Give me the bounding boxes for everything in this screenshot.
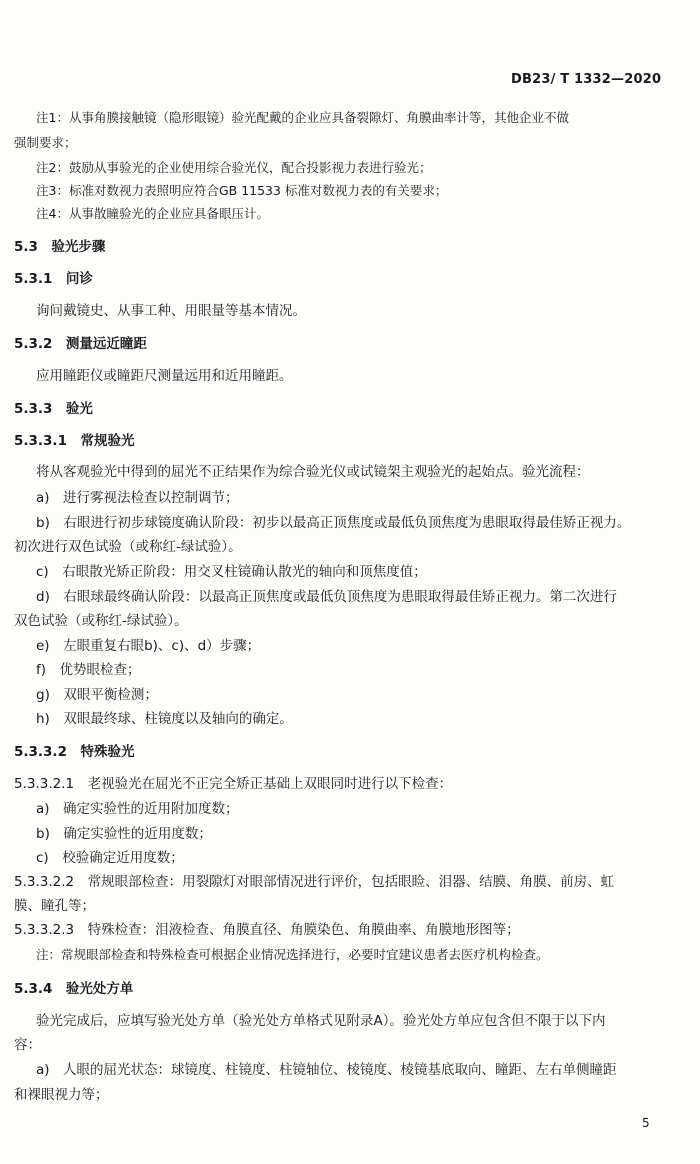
section-5-3-3-2-2-line-2: 膜、瞳孔等；	[14, 898, 95, 914]
list-item-a: a) 进行雾视法检查以控制调节；	[36, 490, 239, 506]
list-item-c: c) 右眼散光矫正阶段：用交叉柱镜确认散光的轴向和顶焦度值；	[36, 564, 427, 580]
section-5-3-2-title: 5.3.2 测量远近瞳距	[14, 336, 147, 352]
presbyopia-item-a: a) 确定实验性的近用附加度数；	[36, 801, 239, 817]
list-item-h: h) 双眼最终球、柱镜度以及轴向的确定。	[36, 711, 293, 727]
section-5-3-3-title: 5.3.3 验光	[14, 401, 93, 417]
prescription-item-a-line-1: a) 人眼的屈光状态：球镜度、柱镜度、柱镜轴位、棱镜度、棱镜基底取向、瞳距、左右单侧瞳距	[36, 1062, 617, 1078]
list-item-b-line-2: 初次进行双色试验（或称红-绿试验）。	[14, 539, 242, 555]
list-item-g: g) 双眼平衡检测；	[36, 687, 158, 703]
list-item-d-line-1: d) 右眼球最终确认阶段：以最高正顶焦度或最低负顶焦度为患眼取得最佳矫正视力。第二次进行	[36, 589, 617, 605]
doc-code-header: DB23/ T 1332—2020	[511, 72, 662, 87]
note-1-line-2: 强制要求；	[14, 135, 77, 150]
note-3: 注3：标准对数视力表照明应符合GB 11533 标准对数视力表的有关要求；	[36, 183, 448, 198]
section-5-3-3-2-2-line-1: 5.3.3.2.2 常规眼部检查：用裂隙灯对眼部情况进行评价，包括眼睑、泪器、结膜、角膜、前房、虹	[14, 874, 615, 890]
section-5-3-1-title: 5.3.1 问诊	[14, 271, 93, 287]
section-5-3-3-1-intro: 将从客观验光中得到的屈光不正结果作为综合验光仪或试镜架主观验光的起始点。验光流程：	[36, 464, 590, 480]
list-item-d-line-2: 双色试验（或称红-绿试验）。	[14, 613, 188, 629]
list-item-e: e) 左眼重复右眼b)、c)、d）步骤；	[36, 638, 261, 654]
note-2: 注2：鼓励从事验光的企业使用综合验光仪，配合投影视力表进行验光；	[36, 160, 432, 175]
section-5-3-3-1-title: 5.3.3.1 常规验光	[14, 433, 135, 449]
presbyopia-item-c: c) 校验确定近用度数；	[36, 850, 184, 866]
section-5-3-3-2-note: 注：常规眼部检查和特殊检查可根据企业情况选择进行，必要时宜建议患者去医疗机构检查。	[36, 947, 549, 962]
section-5-3-1-body: 询问戴镜史、从事工种、用眼量等基本情况。	[36, 303, 306, 319]
note-4: 注4：从事散瞳验光的企业应具备眼压计。	[36, 206, 269, 221]
section-5-3-3-2-title: 5.3.3.2 特殊验光	[14, 744, 135, 760]
section-5-3-4-body-line-2: 容：	[14, 1037, 41, 1053]
note-1-line-1: 注1：从事角膜接触镜（隐形眼镜）验光配戴的企业应具备裂隙灯、角膜曲率计等，其他企业不做	[36, 110, 569, 125]
section-5-3-title: 5.3 验光步骤	[14, 239, 106, 255]
presbyopia-item-b: b) 确定实验性的近用度数；	[36, 826, 212, 842]
section-5-3-4-title: 5.3.4 验光处方单	[14, 981, 134, 997]
section-5-3-3-2-3: 5.3.3.2.3 特殊检查：泪液检查、角膜直径、角膜染色、角膜曲率、角膜地形图等；	[14, 922, 520, 938]
page-number: 5	[642, 1116, 650, 1130]
prescription-item-a-line-2: 和裸眼视力等；	[14, 1087, 109, 1103]
list-item-f: f) 优势眼检查；	[36, 662, 141, 678]
list-item-b-line-1: b) 右眼进行初步球镜度确认阶段：初步以最高正顶焦度或最低负顶焦度为患眼取得最佳矫正视力。	[36, 515, 631, 531]
section-5-3-2-body: 应用瞳距仪或瞳距尺测量远用和近用瞳距。	[36, 368, 293, 384]
section-5-3-4-body-line-1: 验光完成后，应填写验光处方单（验光处方单格式见附录A）。验光处方单应包含但不限于以下内	[36, 1013, 606, 1029]
section-5-3-3-2-1: 5.3.3.2.1 老视验光在屈光不正完全矫正基础上双眼同时进行以下检查：	[14, 776, 453, 792]
